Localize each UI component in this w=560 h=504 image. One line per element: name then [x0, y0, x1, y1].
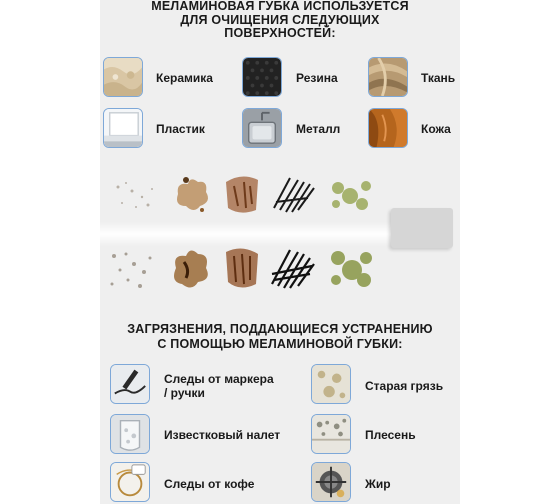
surfaces-title — [100, 0, 460, 41]
fabric-icon — [368, 57, 408, 97]
leather-icon — [368, 108, 408, 148]
rubber-mat-icon — [242, 57, 282, 97]
stains-title-line-2: С ПОМОЩЬЮ МЕЛАМИНОВОЙ ГУБКИ: — [157, 337, 403, 351]
title-line-3: ПОВЕРХНОСТЕЙ: — [224, 26, 336, 40]
title-line-2: ДЛЯ ОЧИЩЕНИЯ СЛЕДУЮЩИХ — [180, 12, 380, 27]
surface-label-rubber: Резина — [296, 71, 338, 85]
coffee-splash-stain-icon — [172, 172, 214, 218]
rust-stain-icon — [220, 172, 264, 216]
mold-spots-stain-icon — [326, 174, 378, 214]
ceramic-texture-icon — [103, 57, 143, 97]
surface-label-fabric: Ткань — [421, 71, 456, 85]
old-dirt-icon — [311, 364, 351, 404]
metal-sink-icon — [242, 108, 282, 148]
pen-dots-stain-icon — [104, 246, 160, 292]
pen-dots-stain-icon — [108, 175, 160, 215]
coffee-splash-stain-icon — [168, 244, 214, 294]
stains-title — [100, 322, 460, 352]
surface-label-metal: Металл — [296, 122, 341, 136]
stain-label-mold: Плесень — [365, 428, 416, 442]
stain-label-coffee: Следы от кофе — [164, 477, 255, 491]
marker-scribble-stain-icon — [270, 172, 318, 216]
stain-label-old-dirt: Старая грязь — [365, 379, 444, 393]
plastic-window-icon — [103, 108, 143, 148]
title-line-1: МЕЛАМИНОВАЯ ГУБКА ИСПОЛЬЗУЕТСЯ — [151, 0, 409, 13]
rust-stain-icon — [220, 244, 264, 292]
mold-spots-stain-icon — [324, 244, 378, 292]
stain-label-grease: Жир — [365, 477, 391, 491]
stain-label-marker-line-2: / ручки — [164, 386, 205, 400]
sponge-wipe-strip — [100, 222, 400, 246]
marker-scribble-stain-icon — [268, 244, 318, 292]
stains-title-line-1: ЗАГРЯЗНЕНИЯ, ПОДДАЮЩИЕСЯ УСТРАНЕНИЮ — [127, 322, 433, 336]
coffee-stain-icon — [110, 462, 150, 502]
mold-icon — [311, 414, 351, 454]
stain-label-marker-line-1: Следы от маркера — [164, 372, 274, 386]
limescale-icon — [110, 414, 150, 454]
surface-label-ceramic: Керамика — [156, 71, 213, 85]
surface-label-leather: Кожа — [421, 122, 451, 136]
stain-label-marker — [164, 372, 274, 400]
stain-label-limescale: Известковый налет — [164, 428, 281, 442]
surface-label-plastic: Пластик — [156, 122, 205, 136]
grease-stove-icon — [311, 462, 351, 502]
melamine-sponge-icon — [391, 208, 453, 248]
marker-stain-icon — [110, 364, 150, 404]
